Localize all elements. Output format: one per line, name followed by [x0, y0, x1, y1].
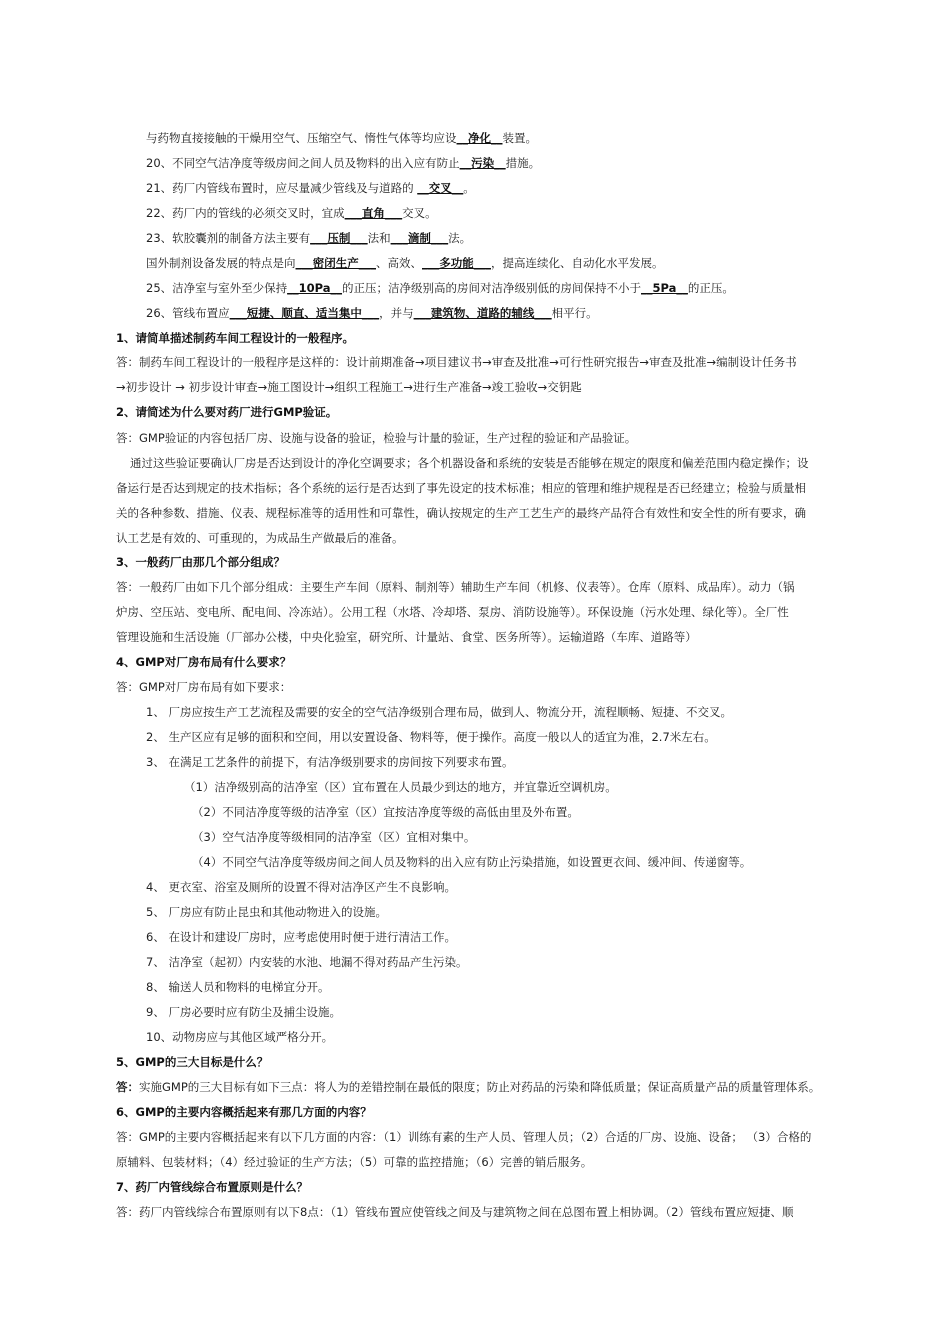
- blank-answer: ___短捷、顺直、适当集中___: [229, 306, 380, 320]
- answer-2-para-line-1: 通过这些验证要确认厂房是否达到设计的净化空调要求；各个机器设备和系统的安装是否能够在规定的限度和偏差范围内稳定操作；设: [130, 456, 809, 470]
- list-item: 6、 在设计和建设厂房时，应考虑使用时便于进行清洁工作。: [146, 930, 456, 944]
- text: 。: [463, 181, 475, 195]
- list-item: 10、动物房应与其他区域严格分开。: [146, 1030, 334, 1044]
- answer-2-para-line-2: 备运行是否达到规定的技术指标；各个系统的运行是否达到了事先设定的技术标准；相应的管理和维护规程是否已经建立；检验与质量相: [116, 481, 806, 495]
- text: 22、药厂内的管线的必须交叉时，宜成: [146, 206, 345, 220]
- blank-answer: __污染__: [459, 156, 506, 170]
- text: 法和: [367, 231, 391, 245]
- question-7-title: 7、药厂内管线综合布置原则是什么？: [116, 1180, 308, 1194]
- blank-answer: __交叉__: [417, 181, 464, 195]
- list-item: 2、 生产区应有足够的面积和空间，用以安置设备、物料等，便于操作。高度一般以人的适宜为准，2.7米左右。: [146, 730, 716, 744]
- blank-answer: __10Pa__: [287, 281, 343, 295]
- text: 25、洁净室与室外至少保持: [146, 281, 288, 295]
- list-item: 8、 输送人员和物料的电梯宜分开。: [146, 980, 330, 994]
- text: 20、不同空气洁净度等级房间之间人员及物料的出入应有防止: [146, 156, 460, 170]
- text: 与药物直接接触的干燥用空气、压缩空气、惰性气体等均应设: [146, 131, 457, 145]
- answer-2-para-line-4: 认工艺是有效的、可重现的，为成品生产做最后的准备。: [116, 531, 404, 545]
- text: 国外制剂设备发展的特点是向: [146, 256, 296, 270]
- list-item: 9、 厂房必要时应有防尘及捕尘设施。: [146, 1005, 341, 1019]
- blank-answer: ___建筑物、道路的辅线___: [413, 306, 552, 320]
- answer-3-line-1: 答：一般药厂由如下几个部分组成：主要生产车间（原料、制剂等）辅助生产车间（机修、仪表等）。仓库（原料、成品库）。动力（锅: [116, 580, 795, 594]
- answer-text: 实施GMP的三大目标有如下三点：将人为的差错控制在最低的限度；防止对药品的污染和降低质量；保证高质量产品的质量管理体系。: [139, 1080, 821, 1094]
- sub-list-item: （4）不同空气洁净度等级房间之间人员及物料的出入应有防止污染措施，如设置更衣间、缓冲间、传递窗等。: [192, 855, 752, 869]
- blank-answer: ___滴制___: [390, 231, 449, 245]
- blank-answer: ___直角___: [344, 206, 403, 220]
- sub-list-item: （3）空气洁净度等级相同的洁净室（区）宜相对集中。: [192, 830, 476, 844]
- question-1-title: 1、请简单描述制药车间工程设计的一般程序。: [116, 331, 354, 345]
- list-item: 3、 在满足工艺条件的前提下，有洁净级别要求的房间按下列要求布置。: [146, 755, 514, 769]
- text: 相平行。: [551, 306, 598, 320]
- question-5-title: 5、GMP的三大目标是什么？: [116, 1055, 269, 1069]
- blank-answer: ___压制___: [310, 231, 368, 245]
- answer-3-line-2: 炉房、空压站、变电所、配电间、冷冻站）。公用工程（水塔、冷却塔、泵房、消防设施等）。环保设施（污水处理、绿化等）。全厂性: [116, 605, 789, 619]
- text: 26、管线布置应: [146, 306, 230, 320]
- answer-5-line-1: [116, 1079, 820, 1095]
- question-4-title: 4、GMP对厂房布局有什么要求？: [116, 655, 292, 669]
- fill-line-purification: [146, 130, 537, 146]
- fill-line-24: [146, 255, 664, 271]
- list-item: 1、 厂房应按生产工艺流程及需要的安全的空气洁净级别合理布局，做到人、物流分开，流程顺畅、短捷、不交叉。: [146, 705, 732, 719]
- answer-1-line-1: 答：制药车间工程设计的一般程序是这样的：设计前期准备→项目建议书→审查及批准→可行性研究报告→审查及批准→编制设计任务书: [116, 355, 797, 369]
- text: ，并与: [379, 306, 414, 320]
- fill-line-22: [146, 205, 437, 221]
- text: 装置。: [502, 131, 537, 145]
- blank-answer: __5Pa__: [641, 281, 688, 295]
- fill-line-23: [146, 230, 471, 246]
- list-item: 5、 厂房应有防止昆虫和其他动物进入的设施。: [146, 905, 387, 919]
- question-3-title: 3、一般药厂由那几个部分组成？: [116, 555, 285, 569]
- text: ，提高连续化、自动化水平发展。: [491, 256, 664, 270]
- blank-answer: ___多功能___: [422, 256, 491, 270]
- text: 交叉。: [402, 206, 437, 220]
- sub-list-item: （1）洁净级别高的洁净室（区）宜布置在人员最少到达的地方，并宜靠近空调机房。: [184, 780, 617, 794]
- text: 的正压。: [687, 281, 734, 295]
- answer-label: 答：: [116, 1080, 139, 1094]
- answer-4-intro: 答：GMP对厂房布局有如下要求：: [116, 680, 292, 694]
- answer-7-line-1: 答：药厂内管线综合布置原则有以下8点：（1）管线布置应使管线之间及与建筑物之间在总图布置上相协调。（2）管线布置应短捷、顺: [116, 1205, 794, 1219]
- text: 措施。: [505, 156, 541, 170]
- text: 法。: [448, 231, 472, 245]
- blank-answer: __净化__: [456, 131, 503, 145]
- question-2-title: 2、请简述为什么要对药厂进行GMP验证。: [116, 405, 338, 419]
- list-item: 7、 洁净室（起初）内安装的水池、地漏不得对药品产生污染。: [146, 955, 468, 969]
- fill-line-25: [146, 280, 734, 296]
- answer-6-line-2: 原辅料、包装材料；（4）经过验证的生产方法；（5）可靠的监控措施；（6）完善的销后服务。: [116, 1155, 593, 1169]
- answer-3-line-3: 管理设施和生活设施（厂部办公楼，中央化验室，研究所、计量站、食堂、医务所等）。运输道路（车库、道路等）: [116, 630, 697, 644]
- text: 的正压；洁净级别高的房间对洁净级别低的房间保持不小于: [342, 281, 642, 295]
- blank-answer: ___密闭生产___: [295, 256, 376, 270]
- text: 23、软胶囊剂的制备方法主要有: [146, 231, 311, 245]
- sub-list-item: （2）不同洁净度等级的洁净室（区）宜按洁净度等级的高低由里及外布置。: [192, 805, 579, 819]
- question-6-title: 6、GMP的主要内容概括起来有那几方面的内容？: [116, 1105, 372, 1119]
- fill-line-26: [146, 305, 598, 321]
- fill-line-20: [146, 155, 540, 171]
- answer-2-line-1: 答：GMP验证的内容包括厂房、设施与设备的验证，检验与计量的验证，生产过程的验证和产品验证。: [116, 431, 637, 445]
- text: 、高效、: [376, 256, 422, 270]
- answer-1-line-2: →初步设计 → 初步设计审查→施工图设计→组织工程施工→进行生产准备→竣工验收→交钥匙: [116, 380, 582, 394]
- text: 21、药厂内管线布置时，应尽量减少管线及与道路的: [146, 181, 414, 195]
- list-item: 4、 更衣室、浴室及厕所的设置不得对洁净区产生不良影响。: [146, 880, 456, 894]
- fill-line-21: [146, 180, 475, 196]
- answer-6-line-1: 答：GMP的主要内容概括起来有以下几方面的内容：（1）训练有素的生产人员、管理人员；（2）合适的厂房、设施、设备； （3）合格的: [116, 1130, 812, 1144]
- answer-2-para-line-3: 关的各种参数、措施、仪表、规程标准等的适用性和可靠性，确认按规定的生产工艺生产的最终产品符合有效性和安全性的所有要求，确: [116, 506, 806, 520]
